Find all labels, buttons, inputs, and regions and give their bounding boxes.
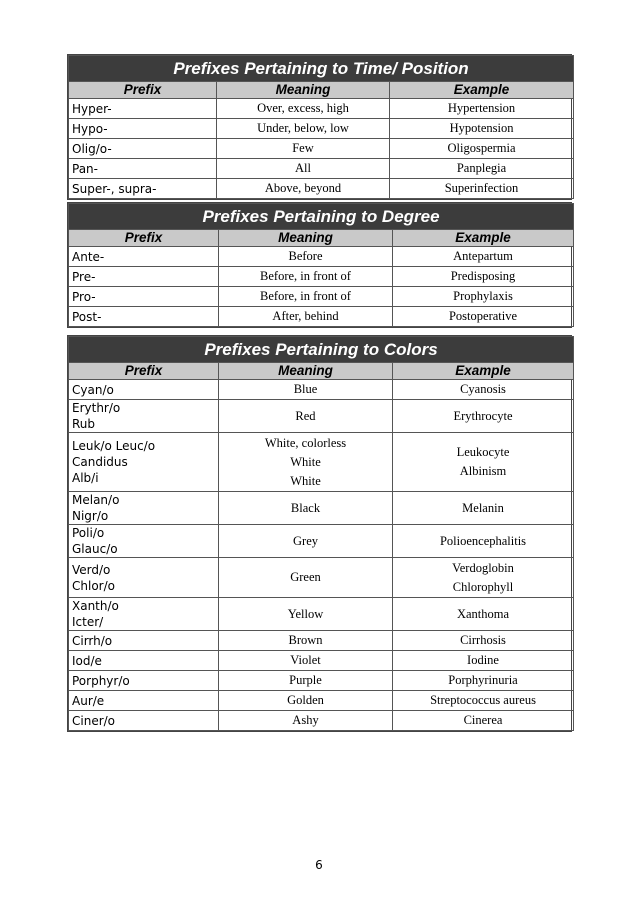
meaning-cell: After, behind xyxy=(219,307,393,327)
example-cell xyxy=(393,558,574,598)
example-cell: Prophylaxis xyxy=(393,287,574,307)
table-row xyxy=(69,711,574,731)
table-row xyxy=(69,691,574,711)
meaning-cell xyxy=(219,525,393,558)
prefix-cell xyxy=(69,525,219,558)
table-row xyxy=(69,267,574,287)
table-row xyxy=(69,179,574,199)
prefix-line: Chlor/o xyxy=(72,578,115,593)
table-row xyxy=(69,247,574,267)
meaning-line: Golden xyxy=(287,693,324,707)
prefix-line: Poli/o xyxy=(72,526,105,540)
example-cell: Antepartum xyxy=(393,247,574,267)
page-number: 6 xyxy=(315,858,323,872)
meaning-line: White xyxy=(290,454,321,469)
prefix-cell xyxy=(69,691,219,711)
example-line: Polioencephalitis xyxy=(439,533,527,548)
table-row xyxy=(69,433,574,492)
table-row xyxy=(69,159,574,179)
meaning-cell xyxy=(219,433,393,492)
example-cell xyxy=(393,631,574,651)
meaning-line: Brown xyxy=(288,633,323,647)
example-line: Verdoglobin xyxy=(452,560,514,575)
meaning-cell: Over, excess, high xyxy=(217,99,390,119)
example-line: Erythrocyte xyxy=(453,408,513,423)
example-line: Cirrhosis xyxy=(460,633,506,647)
example-cell xyxy=(393,691,574,711)
prefix-line: Glauc/o xyxy=(72,542,118,556)
prefix-line: Aur/e xyxy=(72,693,105,708)
table-row xyxy=(69,99,574,119)
colors-table xyxy=(67,335,572,732)
table-title: Prefixes Pertaining to Degree xyxy=(69,204,574,230)
prefix-cell: Pre- xyxy=(69,267,219,287)
example-cell xyxy=(393,598,574,631)
example-cell: Panplegia xyxy=(390,159,574,179)
table-row xyxy=(69,651,574,671)
meaning-cell xyxy=(219,380,393,400)
meaning-cell: Before, in front of xyxy=(219,267,393,287)
time-position-table xyxy=(67,54,572,200)
meaning-line: Grey xyxy=(293,533,318,548)
prefix-cell: Hyper- xyxy=(69,99,217,119)
prefix-line: Porphyr/o xyxy=(72,673,130,688)
prefix-line: Alb/i xyxy=(72,471,99,485)
prefix-cell xyxy=(69,380,219,400)
example-cell xyxy=(393,711,574,731)
table-row xyxy=(69,631,574,651)
table-row xyxy=(69,307,574,327)
column-header-example: Example xyxy=(393,363,574,380)
prefix-line: Erythr/o xyxy=(72,401,121,415)
table-row xyxy=(69,671,574,691)
prefix-cell: Hypo- xyxy=(69,119,217,139)
prefix-cell xyxy=(69,651,219,671)
prefix-cell: Ante- xyxy=(69,247,219,267)
meaning-line: Red xyxy=(295,408,316,423)
example-cell: Predisposing xyxy=(393,267,574,287)
meaning-line: Green xyxy=(290,570,321,584)
meaning-cell xyxy=(219,631,393,651)
example-line: Iodine xyxy=(467,653,499,667)
meaning-line: Blue xyxy=(293,382,318,396)
example-line: Chlorophyll xyxy=(452,579,514,594)
prefix-cell xyxy=(69,492,219,525)
column-header-prefix: Prefix xyxy=(69,363,219,380)
prefix-cell: Olig/o- xyxy=(69,139,217,159)
example-line: Albinism xyxy=(459,464,507,478)
table-row xyxy=(69,598,574,631)
meaning-line: White, colorless xyxy=(264,435,347,450)
prefix-line: Ciner/o xyxy=(72,713,116,728)
table-row xyxy=(69,287,574,307)
example-cell xyxy=(393,525,574,558)
example-cell xyxy=(393,380,574,400)
column-header-example: Example xyxy=(393,230,574,247)
meaning-cell: Before, in front of xyxy=(219,287,393,307)
meaning-cell xyxy=(219,711,393,731)
column-header-prefix: Prefix xyxy=(69,230,219,247)
example-cell xyxy=(393,671,574,691)
prefix-cell xyxy=(69,671,219,691)
meaning-line: Black xyxy=(290,500,321,515)
prefix-line: Nigr/o xyxy=(72,509,109,523)
meaning-line: White xyxy=(290,473,321,488)
column-header-meaning: Meaning xyxy=(219,230,393,247)
example-line: Cinerea xyxy=(463,713,503,727)
prefix-cell xyxy=(69,711,219,731)
column-header-meaning: Meaning xyxy=(219,363,393,380)
prefix-cell: Super-, supra- xyxy=(69,179,217,199)
meaning-cell xyxy=(219,671,393,691)
example-cell: Oligospermia xyxy=(390,139,574,159)
meaning-line: Violet xyxy=(290,653,321,667)
table-row xyxy=(69,380,574,400)
prefix-line: Verd/o xyxy=(72,562,111,577)
meaning-line: Yellow xyxy=(287,606,324,621)
table-row xyxy=(69,492,574,525)
table-row xyxy=(69,400,574,433)
example-cell xyxy=(393,651,574,671)
meaning-line: Purple xyxy=(289,673,322,687)
meaning-cell: Few xyxy=(217,139,390,159)
column-header-example: Example xyxy=(390,82,574,99)
prefix-cell xyxy=(69,433,219,492)
meaning-cell xyxy=(219,400,393,433)
prefix-cell: Pan- xyxy=(69,159,217,179)
example-line: Xanthoma xyxy=(456,606,510,621)
example-cell xyxy=(393,433,574,492)
prefix-cell: Pro- xyxy=(69,287,219,307)
degree-table xyxy=(67,202,572,328)
table-title: Prefixes Pertaining to Colors xyxy=(69,337,574,363)
meaning-cell xyxy=(219,691,393,711)
example-line: Melanin xyxy=(462,500,504,515)
prefix-line: Cyan/o xyxy=(72,382,114,397)
meaning-cell: Under, below, low xyxy=(217,119,390,139)
example-cell: Hypotension xyxy=(390,119,574,139)
prefix-line: Icter/ xyxy=(72,615,104,629)
table-row xyxy=(69,558,574,598)
prefix-line: Rub xyxy=(72,417,96,431)
example-cell xyxy=(393,492,574,525)
example-line: Porphyrinuria xyxy=(448,673,518,687)
example-line: Leukocyte xyxy=(456,445,510,459)
prefix-cell xyxy=(69,558,219,598)
meaning-cell xyxy=(219,651,393,671)
example-line: Streptococcus aureus xyxy=(430,693,536,707)
example-cell: Superinfection xyxy=(390,179,574,199)
meaning-cell xyxy=(219,492,393,525)
table-title: Prefixes Pertaining to Time/ Position xyxy=(69,56,574,82)
meaning-cell: All xyxy=(217,159,390,179)
meaning-cell: Before xyxy=(219,247,393,267)
prefix-line: Iod/e xyxy=(72,653,102,668)
prefix-line: Candidus xyxy=(72,455,128,469)
prefix-line: Leuk/o Leuc/o xyxy=(72,439,156,453)
example-line: Cyanosis xyxy=(460,382,506,396)
meaning-cell: Above, beyond xyxy=(217,179,390,199)
example-cell: Hypertension xyxy=(390,99,574,119)
table-row xyxy=(69,119,574,139)
prefix-cell xyxy=(69,598,219,631)
meaning-cell xyxy=(219,598,393,631)
meaning-cell xyxy=(219,558,393,598)
example-cell xyxy=(393,400,574,433)
prefix-line: Cirrh/o xyxy=(72,633,113,648)
table-row xyxy=(69,139,574,159)
prefix-cell xyxy=(69,631,219,651)
prefix-line: Xanth/o xyxy=(72,599,119,613)
prefix-line: Melan/o xyxy=(72,493,120,507)
example-cell: Postoperative xyxy=(393,307,574,327)
prefix-cell: Post- xyxy=(69,307,219,327)
meaning-line: Ashy xyxy=(292,713,319,727)
column-header-meaning: Meaning xyxy=(217,82,390,99)
column-header-prefix: Prefix xyxy=(69,82,217,99)
prefix-cell xyxy=(69,400,219,433)
table-row xyxy=(69,525,574,558)
